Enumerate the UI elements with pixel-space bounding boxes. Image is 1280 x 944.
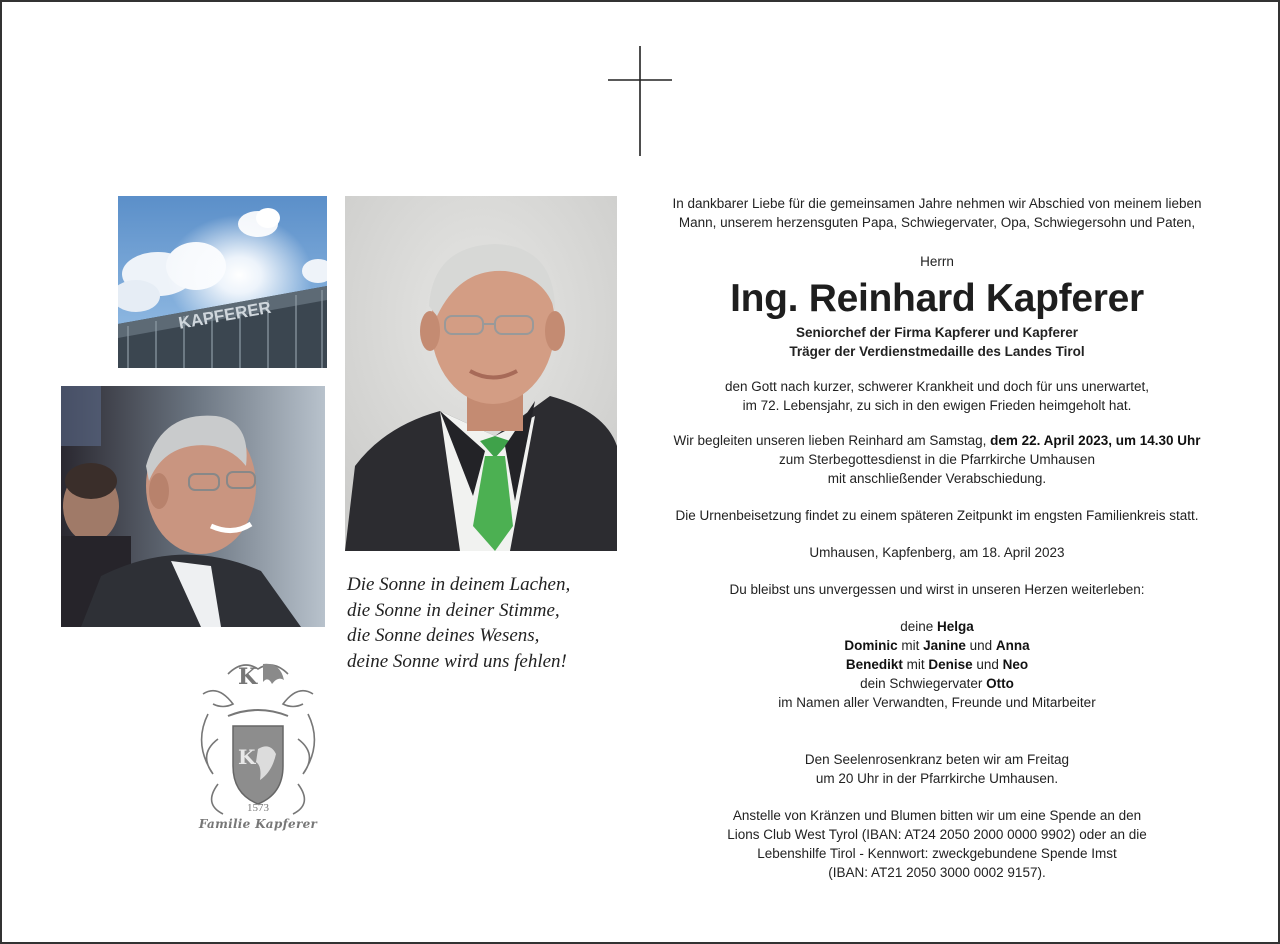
intro-line: Mann, unserem herzensguten Papa, Schwiegervater, Opa, Schwiegersohn und Paten, (678, 215, 1196, 230)
mourner-name: Denise (928, 657, 973, 672)
rosary-line: Den Seelenrosenkranz beten wir am Freitag (804, 752, 1070, 767)
intro-line: In dankbarer Liebe für die gemeinsamen Jahre nehmen wir Abschied von meinem lieben (672, 196, 1202, 211)
donation-line: Lions Club West Tyrol (IBAN: AT24 2050 2000 0000 9902) oder an die (727, 827, 1147, 842)
poem-line: Die Sonne in deinem Lachen, (347, 574, 571, 595)
poem-line: die Sonne deines Wesens, (347, 625, 540, 646)
mourner-text: mit (897, 638, 924, 653)
mourner-name: Dominic (844, 638, 898, 653)
title-line: Träger der Verdienstmedaille des Landes Tirol (789, 344, 1085, 359)
mourner-name: Benedikt (845, 657, 903, 672)
donation-line: Anstelle von Kränzen und Blumen bitten wir um eine Spende an den (732, 808, 1142, 823)
photo-company-building (118, 196, 327, 368)
photo-portrait-main (345, 196, 617, 551)
donation-line: (IBAN: AT21 2050 3000 0002 9157). (828, 865, 1046, 880)
mourner-text: mit (902, 657, 929, 672)
death-line: im 72. Lebensjahr, zu sich in den ewigen Frieden heimgeholt hat. (742, 398, 1132, 413)
place-and-date: Umhausen, Kapfenberg, am 18. April 2023 (809, 545, 1065, 560)
mourner-name: Neo (1002, 657, 1029, 672)
poem-line: deine Sonne wird uns fehlen! (347, 650, 567, 672)
salutation: Herrn (920, 254, 954, 269)
poem (347, 572, 627, 674)
mourner-text: dein Schwiegervater (860, 676, 987, 691)
crest-year: 1573 (247, 802, 269, 814)
photo-portrait-smiling (61, 386, 325, 627)
service-line: zum Sterbegottesdienst in die Pfarrkirche Umhausen (779, 452, 1095, 467)
mourner-text: und (965, 638, 996, 653)
mourner-name: Anna (995, 638, 1030, 653)
title-line: Seniorchef der Firma Kapferer und Kapferer (795, 325, 1079, 340)
remembrance-line: Du bleibst uns unvergessen und wirst in unseren Herzen weiterleben: (729, 582, 1145, 597)
obituary-text (642, 194, 1232, 882)
funeral-service (642, 431, 1232, 488)
mourner-name: Helga (937, 619, 974, 634)
deceased-name: Ing. Reinhard Kapferer (730, 277, 1144, 320)
svg-text:K: K (238, 664, 258, 690)
service-line: mit anschließender Verabschiedung. (827, 471, 1047, 486)
rosary-notice (642, 750, 1232, 788)
urn-burial-note: Die Urnenbeisetzung findet zu einem späteren Zeitpunkt im engsten Familienkreis statt. (675, 508, 1199, 523)
death-line: den Gott nach kurzer, schwerer Krankheit und doch für uns unerwartet, (725, 379, 1149, 394)
death-notice (642, 377, 1232, 415)
mourner-text: und (972, 657, 1003, 672)
intro-text (642, 194, 1232, 232)
company-sign-text: KAPFERER (177, 297, 273, 333)
svg-text:K: K (238, 745, 256, 769)
deceased-titles (642, 323, 1232, 361)
mourner-text: im Namen aller Verwandten, Freunde und Mitarbeiter (778, 695, 1096, 710)
rosary-line: um 20 Uhr in der Pfarrkirche Umhausen. (815, 771, 1059, 786)
mourner-name: Janine (923, 638, 966, 653)
service-line: Wir begleiten unseren lieben Reinhard am Samstag, (673, 433, 991, 448)
crest-family-name: Familie Kapferer (198, 817, 318, 831)
mourner-text: deine (900, 619, 938, 634)
donation-notice (642, 806, 1232, 882)
cross-icon (608, 46, 674, 158)
mourners-list (642, 617, 1232, 712)
service-date-time: dem 22. April 2023, um 14.30 Uhr (990, 433, 1201, 448)
donation-line: Lebenshilfe Tirol - Kennwort: zweckgebundene Spende Imst (757, 846, 1117, 861)
mourner-name: Otto (986, 676, 1014, 691)
poem-line: die Sonne in deiner Stimme, (347, 599, 560, 621)
